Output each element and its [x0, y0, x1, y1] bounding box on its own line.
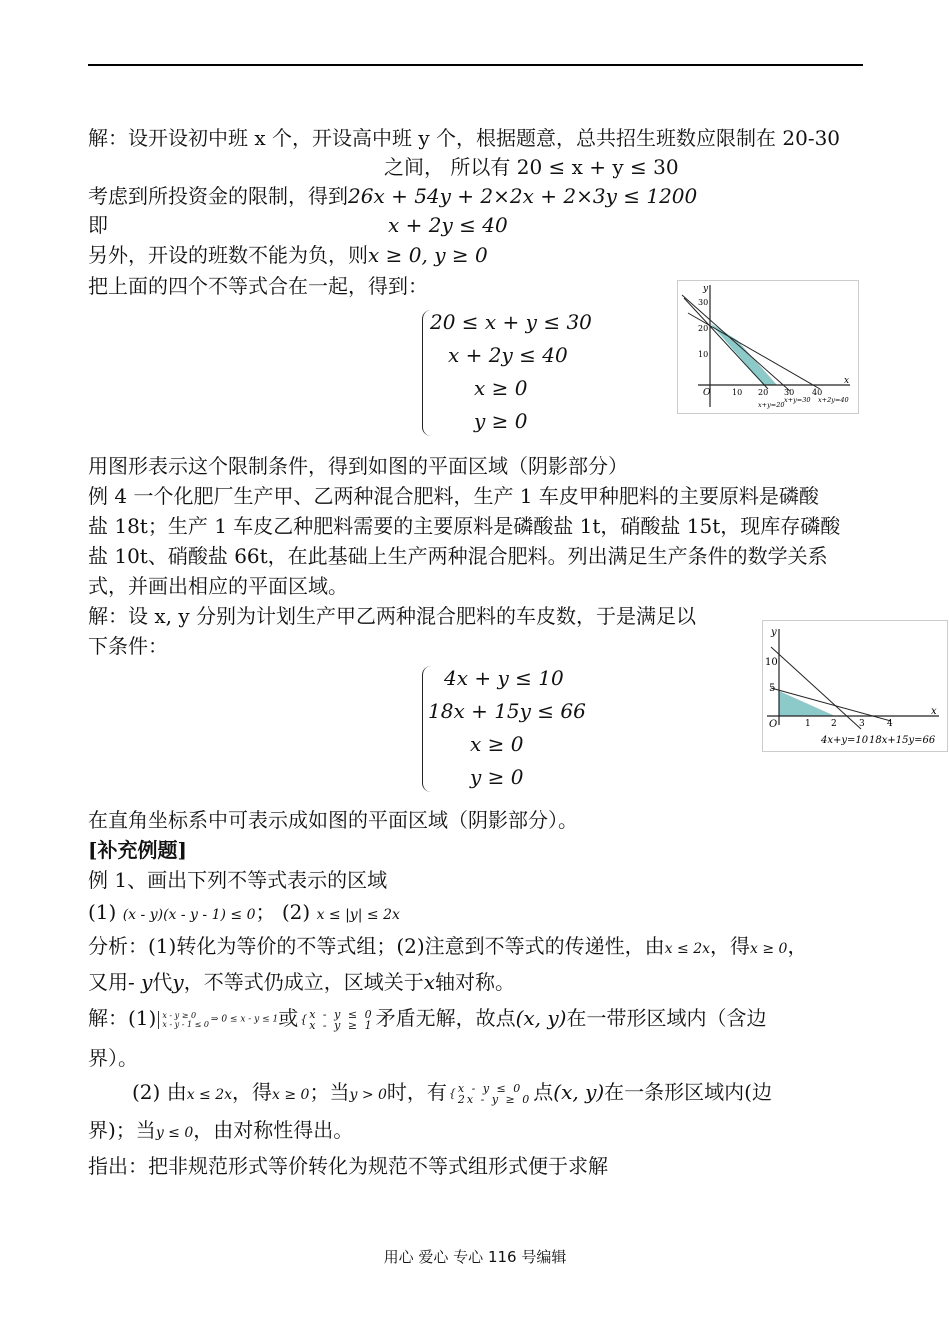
system1-row: x ≥ 0	[474, 376, 528, 400]
solution2-line1	[132, 1078, 772, 1109]
solution-text: 点	[533, 1080, 554, 1104]
system-row: x - y ≥ 0	[162, 1010, 197, 1020]
y-tick-label: 5	[769, 683, 776, 694]
feasible-region-shade	[710, 323, 777, 385]
para1-line1: 解：设开设初中班 x 个，开设高中班 y 个，根据题意，总共招生班数应限制在 20-30	[88, 126, 841, 150]
solution-point: (x, y)	[553, 1080, 605, 1104]
line-label: x+y=20	[758, 401, 785, 409]
solution-text: 在一带形区域内（含边	[566, 1006, 767, 1030]
solution-text: 界)；当	[88, 1118, 156, 1142]
analysis-math: - y	[128, 970, 153, 994]
x-axis-label: x	[931, 706, 937, 717]
analysis-text: ，得	[710, 934, 751, 958]
example4-line: 解：设 x, y 分别为计划生产甲乙两种混合肥料的车皮数，于是满足以	[88, 604, 697, 628]
supplement-example1-parts	[88, 898, 400, 929]
line-x-plus-y-20	[684, 298, 768, 389]
y-axis-label: y	[703, 284, 709, 294]
figure-2-svg	[763, 621, 947, 751]
nonnegative-inequality: x ≥ 0, y ≥ 0	[368, 243, 488, 267]
system1-row: y ≥ 0	[474, 409, 528, 433]
system-row: 2x - y ≥ 0	[457, 1092, 532, 1106]
y-tick-label: 30	[698, 298, 709, 307]
x-axis-label: x	[844, 376, 850, 386]
x-tick-label: 20	[758, 388, 769, 397]
part1-inequality: (x - y)(x - y - 1) ≤ 0	[122, 907, 256, 923]
solution2-line2	[88, 1116, 353, 1147]
system-row: x - y ≤ 0	[309, 1007, 374, 1021]
system1-row: x + 2y ≤ 40	[448, 343, 568, 367]
example4-line: 例 4 一个化肥厂生产甲、乙两种混合肥料，生产 1 车皮甲种肥料的主要原料是磷酸	[88, 484, 819, 508]
solution-text: ，得	[232, 1080, 273, 1104]
example4-line: 式，并画出相应的平面区域。	[88, 574, 348, 598]
solution-text: 解：(1)	[88, 1006, 157, 1030]
solution-text: 在一条形区域内(边	[604, 1080, 772, 1104]
system-brace	[422, 666, 431, 792]
solution-math: y > 0	[349, 1087, 387, 1103]
line-4x-plus-y-10	[771, 647, 861, 729]
investment-inequality: 26x + 54y + 2×2x + 2×3y ≤ 1200	[348, 184, 698, 208]
analysis-text: 代	[152, 970, 173, 994]
para1-line5-text: 另外，开设的班数不能为负，则	[88, 243, 368, 267]
line-label: 18x+15y=66	[869, 735, 936, 746]
part1-label: (1)	[88, 900, 117, 924]
example4-line: 盐 10t、硝酸盐 66t，在此基础上生产两种混合肥料。列出满足生产条件的数学关系	[88, 544, 828, 568]
solution-text: ，由对称性得出。	[193, 1118, 354, 1142]
analysis-line1	[88, 932, 807, 963]
solution1-system1	[158, 1011, 209, 1029]
origin-label: O	[703, 388, 711, 398]
simplified-inequality: x + 2y ≤ 40	[388, 213, 508, 237]
solution-text: 或	[278, 1006, 299, 1030]
para1-line4-text: 即	[88, 213, 108, 237]
analysis-math: x ≤ 2x	[664, 941, 711, 957]
system1-row: 20 ≤ x + y ≤ 30	[430, 310, 592, 334]
part2-label: (2)	[281, 900, 311, 924]
solution2-system: {x - y ≤ 0 2x - y ≥ 0	[448, 1081, 532, 1106]
part2-inequality: x ≤ |y| ≤ 2x	[316, 907, 400, 923]
summary-note: 指出：把非规范形式等价转化为规范不等式组形式便于求解	[88, 1154, 608, 1178]
supplement-heading: [补充例题]	[88, 838, 187, 862]
x-tick-label: 10	[732, 388, 743, 397]
system-row: x - y - 1 ≤ 0	[162, 1019, 209, 1029]
solution1-line2: 界）。	[88, 1046, 138, 1070]
solution-point: (x, y)	[515, 1006, 567, 1030]
x-tick-label: 4	[887, 719, 893, 729]
para1-line4	[88, 211, 108, 239]
figure-2-feasible-region	[762, 620, 948, 752]
line-label: 4x+y=10	[821, 735, 869, 746]
supplement-example1: 例 1、画出下列不等式表示的区域	[88, 868, 388, 892]
solution-math: x ≥ 0	[272, 1087, 310, 1103]
analysis-math: x	[423, 970, 436, 994]
y-axis-label: y	[771, 627, 777, 638]
x-tick-label: 1	[805, 719, 811, 729]
para1-line2: 之间， 所以有 20 ≤ x + y ≤ 30	[384, 155, 679, 179]
line-label: x+y=30	[784, 396, 811, 404]
header-rule	[88, 64, 863, 66]
solution1-system2: {x - y ≤ 0 x - y ≥ 1	[300, 1007, 374, 1032]
line-label: x+2y=40	[818, 396, 849, 404]
para1-line6: 把上面的四个不等式合在一起，得到：	[88, 274, 428, 298]
example4-line: 盐 18t；生产 1 车皮乙种肥料需要的主要原料是磷酸盐 1t，硝酸盐 15t，现库存磷酸	[88, 514, 841, 538]
solution-math: x ≤ 2x	[186, 1087, 233, 1103]
part-separator: ；	[255, 900, 276, 924]
analysis-math: x ≥ 0	[750, 941, 788, 957]
analysis-line2	[88, 968, 515, 996]
solution1-line1	[88, 1004, 766, 1034]
analysis-text: ，不等式仍成立，区域关于	[183, 970, 424, 994]
example4-conclusion: 在直角坐标系中可表示成如图的平面区域（阴影部分）。	[88, 808, 578, 832]
analysis-text: 分析：(1)转化为等价的不等式组；(2)注意到不等式的传递性，由	[88, 934, 665, 958]
inequality-system-2	[422, 666, 622, 794]
solution-text: ；当	[309, 1080, 350, 1104]
solution-math: y ≤ 0	[155, 1125, 194, 1141]
x-tick-label: 40	[812, 388, 823, 397]
analysis-text: 又用	[88, 970, 128, 994]
solution-text: 矛盾无解，故点	[375, 1006, 516, 1030]
analysis-text: 轴对称。	[435, 970, 516, 994]
para1-line3-text: 考虑到所投资金的限制，得到	[88, 184, 348, 208]
solution-text: 时，有	[386, 1080, 447, 1104]
figure-1-feasible-region	[677, 280, 859, 414]
para1-line7: 用图形表示这个限制条件，得到如图的平面区域（阴影部分）	[88, 454, 628, 478]
page-footer: 用心 爱心 专心 116 号编辑	[383, 1248, 567, 1266]
analysis-text: ，	[787, 934, 808, 958]
inequality-system-1	[422, 310, 622, 438]
x-tick-label: 2	[831, 719, 837, 729]
figure-1-svg	[678, 281, 858, 413]
para1-line3	[88, 182, 697, 210]
system2-row: 18x + 15y ≤ 66	[428, 699, 586, 723]
solution-text: (2) 由	[132, 1080, 187, 1104]
origin-label: O	[769, 719, 778, 730]
y-tick-label: 10	[698, 350, 709, 359]
example4-line: 下条件：	[88, 634, 168, 658]
system-row: x - y ≥ 1	[309, 1018, 374, 1032]
line-x-plus-y-30	[682, 295, 790, 391]
solution1-arrow: ⇒ 0 ≤ x - y ≤ 1	[210, 1014, 279, 1025]
y-tick-label: 20	[698, 324, 709, 333]
system2-row: x ≥ 0	[470, 732, 524, 756]
system2-row: 4x + y ≤ 10	[444, 666, 564, 690]
analysis-math: y	[172, 970, 184, 994]
para1-line5	[88, 241, 488, 269]
x-tick-label: 3	[859, 719, 865, 729]
y-tick-label: 10	[765, 657, 778, 668]
x-tick-label: 30	[784, 388, 795, 397]
system2-row: y ≥ 0	[470, 765, 524, 789]
system-row: x - y ≤ 0	[457, 1081, 523, 1095]
